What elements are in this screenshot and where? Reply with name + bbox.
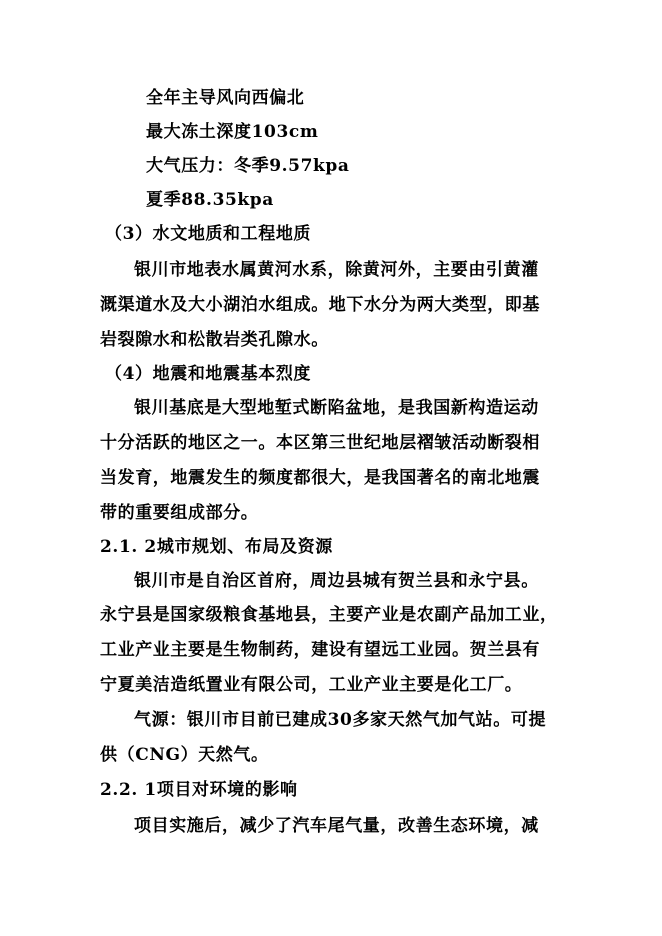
climate-wind: 全年主导风向西偏北	[146, 88, 305, 108]
section-heading-urban: 2.1. 2城市规划、布局及资源	[100, 537, 333, 557]
urban-line-2: 永宁县是国家级粮食基地县，主要产业是农副产品加工业，	[100, 605, 558, 625]
urban-line-3: 工业产业主要是生物制药，建设有望远工业园。贺兰县有	[100, 640, 540, 660]
gas-line-1: 气源：银川市目前已建成30多家天然气加气站。可提	[134, 710, 547, 730]
section-heading-seismic: （4）地震和地震基本烈度	[105, 364, 312, 384]
seismic-line-3: 当发育，地震发生的频度都很大，是我国著名的南北地震	[100, 468, 540, 488]
urban-line-1: 银川市是自治区首府，周边县城有贺兰县和永宁县。	[134, 571, 539, 591]
section-heading-hydrology: （3）水文地质和工程地质	[105, 224, 312, 244]
climate-pressure-winter: 大气压力：冬季9.57kpa	[146, 156, 350, 176]
impact-line-1: 项目实施后，减少了汽车尾气量，改善生态环境，减	[134, 816, 539, 836]
hydrology-line-2: 溉渠道水及大小湖泊水组成。地下水分为两大类型，即基	[100, 295, 540, 315]
seismic-line-4: 带的重要组成部分。	[100, 503, 259, 523]
seismic-line-2: 十分活跃的地区之一。本区第三世纪地层褶皱活动断裂相	[100, 433, 540, 453]
hydrology-line-3: 岩裂隙水和松散岩类孔隙水。	[100, 330, 329, 350]
urban-line-4: 宁夏美洁造纸置业有限公司，工业产业主要是化工厂。	[100, 675, 523, 695]
seismic-line-1: 银川基底是大型地堑式断陷盆地，是我国新构造运动	[134, 398, 539, 418]
climate-frost: 最大冻土深度103cm	[146, 122, 319, 142]
gas-line-2: 供（CNG）天然气。	[100, 745, 269, 765]
climate-pressure-summer: 夏季88.35kpa	[146, 190, 274, 210]
hydrology-line-1: 银川市地表水属黄河水系，除黄河外，主要由引黄灌	[134, 260, 539, 280]
section-heading-impact: 2.2. 1项目对环境的影响	[100, 780, 298, 800]
